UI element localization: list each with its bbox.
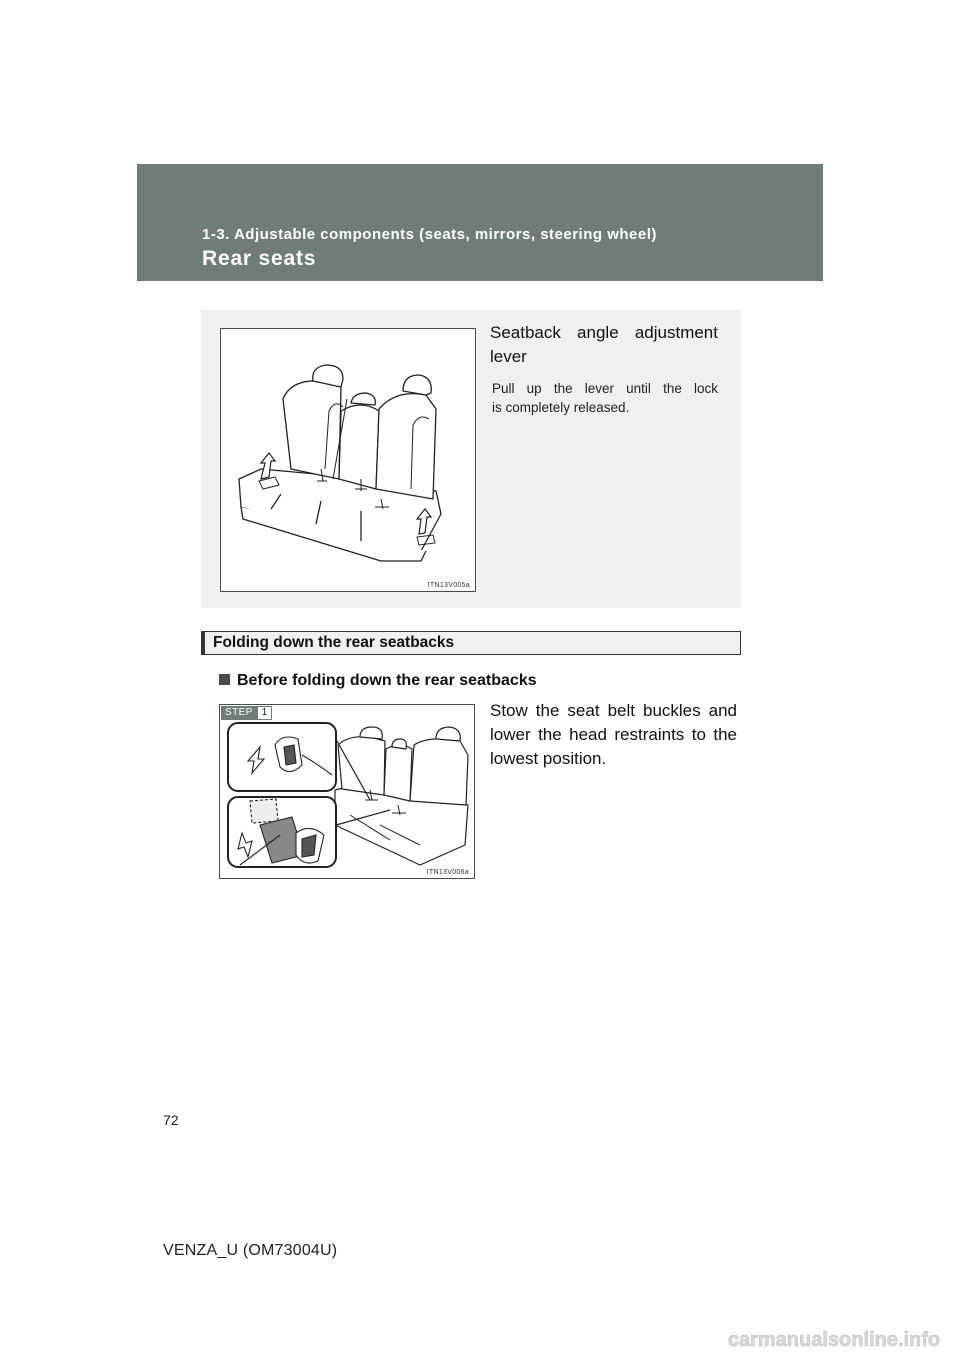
step-instruction [490, 699, 737, 771]
lever-description [492, 379, 718, 417]
rear-seat-illustration [220, 328, 476, 592]
section-title: Folding down the rear seatbacks [213, 634, 455, 651]
rear-seat-drawing [221, 329, 475, 591]
step-label: STEP [221, 706, 257, 720]
lever-title [490, 321, 718, 369]
page-title: Rear seats [202, 247, 317, 270]
step-instruction-line: lower the head restraints to the [490, 725, 737, 744]
svg-text:carmanualsonline.info: carmanualsonline.info [727, 1329, 941, 1351]
stow-buckles-drawing [220, 705, 474, 878]
lever-title-line: lever [490, 347, 527, 366]
section-title-bar [201, 631, 741, 655]
sub-heading [219, 672, 537, 690]
lever-description-line: is completely released. [492, 400, 630, 415]
section-header [137, 164, 823, 281]
figure-code: ITN13V006a [426, 869, 469, 876]
section-label: 1-3. Adjustable components (seats, mirrors, steering wheel) [202, 226, 657, 243]
site-watermark [714, 1324, 954, 1354]
seatback-lever-panel [201, 310, 741, 608]
figure-code: ITN13V005a [427, 582, 470, 589]
document-id: VENZA_U (OM73004U) [163, 1242, 338, 1259]
step-badge [221, 706, 272, 720]
lever-title-line: Seatback angle adjustment [490, 323, 718, 342]
lever-description-line: Pull up the lever until the lock [492, 381, 718, 396]
step-instruction-line: Stow the seat belt buckles and [490, 701, 737, 720]
stow-buckles-illustration [219, 704, 475, 879]
watermark-logo [714, 1324, 954, 1354]
sub-heading-text: Before folding down the rear seatbacks [237, 672, 537, 689]
step-number: 1 [257, 706, 273, 720]
step-instruction-line: lowest position. [490, 749, 607, 768]
page-number: 72 [163, 1112, 179, 1128]
square-bullet-icon [219, 674, 230, 685]
